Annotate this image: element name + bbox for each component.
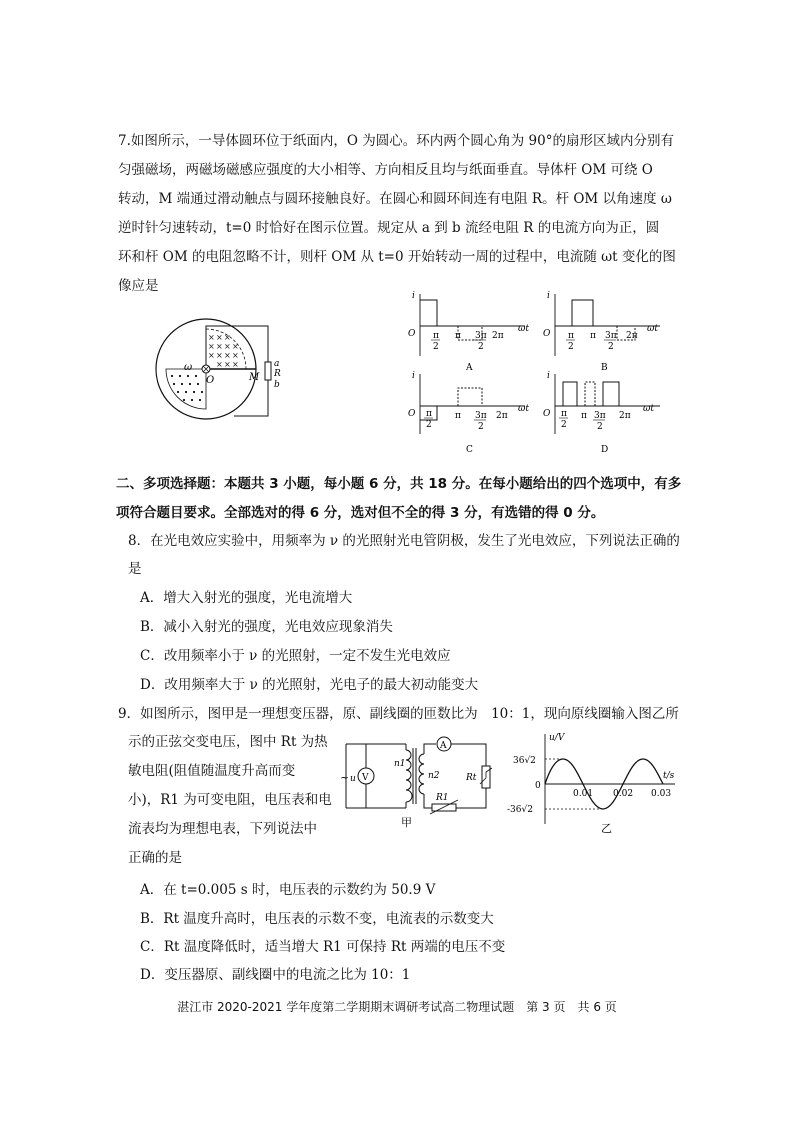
n1-label: n1: [394, 759, 406, 769]
q8-option-c: C．改用频率小于 ν 的光照射，一定不发生光电效应: [140, 648, 451, 664]
svg-text:O: O: [408, 329, 416, 339]
svg-text:×: ×: [216, 333, 223, 342]
svg-text:O: O: [408, 409, 416, 419]
u-axis-label: u/V: [549, 733, 565, 743]
q9-left-line-4: 流表均为理想电表，下列说法中: [128, 821, 317, 837]
svg-text:×: ×: [208, 342, 215, 351]
svg-text:2: 2: [478, 342, 484, 352]
n2-label: n2: [428, 771, 440, 781]
graph-b-label: B: [601, 363, 608, 373]
svg-text:2: 2: [561, 420, 567, 430]
svg-text:π: π: [590, 331, 596, 341]
a-label: a: [274, 359, 280, 369]
q8-option-a: A．增大入射光的强度，光电流增大: [140, 590, 353, 606]
section-2-heading-line-1: 二、多项选择题：本题共 3 小题，每小题 6 分，共 18 分。在每小题给出的四个选项中，有多: [116, 476, 682, 492]
svg-text:2: 2: [433, 342, 439, 352]
svg-text:V: V: [362, 773, 369, 783]
graph-a: [408, 291, 529, 373]
svg-text:ωt: ωt: [647, 324, 658, 334]
ymax-label: 36√2: [513, 756, 536, 766]
svg-text:ωt: ωt: [518, 404, 529, 414]
primary-coil: [406, 750, 412, 802]
omega-label: ω: [184, 362, 193, 373]
ymin-label: -36√2: [507, 805, 533, 815]
q9-option-c: C．Rt 温度降低时，适当增大 R1 可保持 Rt 两端的电压不变: [140, 939, 506, 955]
q9-left-line-3: 小)，R1 为可变电阻，电压表和电: [128, 792, 332, 808]
secondary-coil: [419, 754, 424, 794]
q9-left-line-5: 正确的是: [128, 850, 182, 866]
svg-text:3π: 3π: [475, 411, 487, 421]
q9-option-b: B．Rt 温度升高时，电压表的示数不变，电流表的示数变大: [140, 911, 494, 927]
graph-c-label: C: [466, 445, 473, 455]
svg-text:i: i: [412, 371, 415, 381]
q7-line-1: 7.如图所示，一导体圆环位于纸面内，O 为圆心。环内两个圆心角为 90°的扇形区域内分别有: [118, 133, 674, 149]
graph-d: [543, 371, 660, 455]
tick-002: 0.02: [613, 789, 634, 799]
svg-text:π: π: [426, 409, 432, 419]
svg-text:×: ×: [232, 342, 239, 351]
svg-text:ωt: ωt: [518, 324, 529, 334]
figure-jia-caption: 甲: [401, 816, 412, 829]
svg-text:2: 2: [478, 422, 484, 432]
svg-text:i: i: [547, 291, 550, 301]
tick-003: 0.03: [651, 789, 672, 799]
svg-text:×: ×: [208, 333, 215, 342]
resistor-r: [265, 362, 271, 380]
graph-a-label: A: [466, 363, 473, 373]
svg-text:2: 2: [597, 422, 603, 432]
svg-text:A: A: [440, 741, 447, 751]
q9-circuit-figure: [336, 736, 498, 828]
variable-resistor-r1: [432, 804, 456, 811]
svg-text:×: ×: [216, 342, 223, 351]
svg-text:×: ×: [216, 351, 223, 360]
q8-line-1: 8．在光电效应实验中，用频率为 ν 的光照射光电管阴极，发生了光电效应，下列说法正确的: [128, 533, 680, 549]
svg-text:×: ×: [232, 351, 239, 360]
svg-text:ωt: ωt: [643, 404, 654, 414]
o-label: O: [206, 375, 215, 386]
q9-left-line-2: 敏电阻(阻值随温度升高而变: [128, 763, 296, 779]
svg-text:π: π: [455, 331, 461, 341]
q7-ring-figure: [148, 318, 298, 428]
b-label: b: [274, 380, 280, 390]
svg-text:π: π: [455, 411, 461, 421]
q9-line-1: 9．如图所示，图甲是一理想变压器，原、副线圈的匝数比为 10：1，现向原线圈输入图乙所: [118, 706, 679, 722]
svg-text:2π: 2π: [492, 331, 504, 341]
svg-text:×: ×: [224, 351, 231, 360]
svg-text:2π: 2π: [626, 331, 638, 341]
svg-text:i: i: [412, 291, 415, 301]
section-2-heading-line-2: 项符合题目要求。全部选对的得 6 分，选对但不全的得 3 分，有选错的得 0 分。: [116, 505, 605, 521]
svg-text:2π: 2π: [619, 411, 631, 421]
graph-c: [408, 371, 529, 455]
q7-line-6: 像应是: [118, 278, 159, 294]
t-axis-label: t/s: [663, 771, 675, 781]
graph-d-label: D: [601, 445, 609, 455]
figure-yi-caption: 乙: [601, 822, 612, 835]
q9-voltage-graph: [505, 728, 685, 836]
q9-option-d: D．变压器原、副线圈中的电流之比为 10：1: [140, 967, 411, 983]
svg-text:2: 2: [568, 342, 574, 352]
q9-left-line-1: 示的正弦交变电压，图中 Rt 为热: [128, 734, 328, 750]
svg-text:2: 2: [608, 342, 614, 352]
q7-line-2: 匀强磁场，两磁场磁感应强度的大小相等、方向相反且均与纸面垂直。导体杆 OM 可绕 O: [118, 162, 653, 178]
q8-line-2: 是: [128, 561, 142, 577]
svg-text:3π: 3π: [594, 411, 606, 421]
tick-001: 0.01: [573, 789, 594, 799]
svg-text:×: ×: [232, 360, 239, 369]
m-label: M: [249, 372, 260, 383]
r1-label: R1: [436, 793, 449, 803]
svg-text:3π: 3π: [475, 331, 487, 341]
q7-line-5: 环和杆 OM 的电阻忽略不计，则杆 OM 从 t=0 开始转动一周的过程中，电流随 ωt 变化的图: [118, 249, 676, 265]
q7-graph-options: [400, 286, 670, 455]
r-label: R: [274, 369, 281, 379]
graph-b: [543, 291, 660, 373]
q8-option-b: B．减小入射光的强度，光电效应现象消失: [140, 619, 393, 635]
q7-line-3: 转动，M 端通过滑动触点与圆环接触良好。在圆心和圆环间连有电阻 R。杆 OM 以角速度 ω: [118, 191, 672, 207]
svg-text:2π: 2π: [496, 411, 508, 421]
q7-line-4: 逆时针匀速转动，t=0 时恰好在图示位置。规定从 a 到 b 流经电阻 R 的电流方向为正，圆: [118, 220, 660, 236]
page-footer: 湛江市 2020-2021 学年度第二学期期末调研考试高二物理试题 第 3 页 共 6 页: [177, 1000, 617, 1014]
svg-text:×: ×: [216, 360, 223, 369]
svg-text:π: π: [561, 409, 567, 419]
svg-text:2: 2: [426, 420, 432, 430]
svg-text:×: ×: [208, 351, 215, 360]
svg-text:3π: 3π: [605, 331, 617, 341]
svg-text:×: ×: [224, 342, 231, 351]
svg-text:×: ×: [224, 333, 231, 342]
q8-option-d: D．改用频率大于 ν 的光照射，光电子的最大初动能变大: [140, 677, 479, 693]
svg-text:π: π: [433, 331, 439, 341]
svg-text:π: π: [568, 331, 574, 341]
origin-label: 0: [535, 781, 541, 791]
svg-text:O: O: [543, 409, 551, 419]
rt-label: Rt: [466, 773, 477, 783]
svg-text:×: ×: [224, 360, 231, 369]
svg-text:O: O: [543, 329, 551, 339]
svg-text:i: i: [547, 371, 550, 381]
svg-text:~: ~: [340, 771, 350, 784]
svg-text:π: π: [581, 411, 587, 421]
u-label: u: [350, 774, 356, 784]
q9-option-a: A．在 t=0.005 s 时，电压表的示数约为 50.9 V: [140, 882, 436, 898]
